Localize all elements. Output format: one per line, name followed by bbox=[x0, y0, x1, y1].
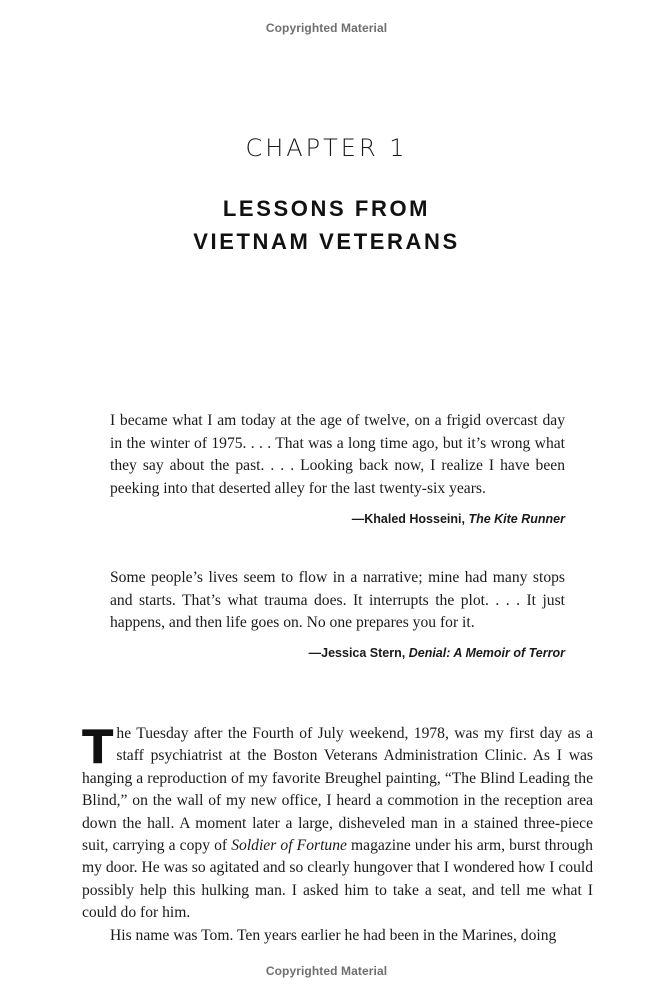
epigraph-1-author: —Khaled Hosseini, bbox=[351, 512, 465, 526]
copyright-watermark-bottom: Copyrighted Material bbox=[265, 964, 388, 978]
chapter-body bbox=[82, 720, 593, 947]
epigraph-1 bbox=[110, 410, 565, 526]
epigraph-2-work: Denial: A Memoir of Terror bbox=[408, 645, 565, 660]
copyright-watermark-top: Copyrighted Material bbox=[265, 21, 388, 35]
body-paragraph-1 bbox=[82, 720, 593, 925]
chapter-title-line-2: VIETNAM VETERANS bbox=[193, 229, 460, 254]
body-paragraph-1-part-a: he Tuesday after the Fourth of July weekend, 1978, was my first day as a staff psychiatrist at the Boston Veterans Administration Clinic. As I was hanging a reproduction of my favorite Breughel painting, “The Blind Leading the Blind,” on the wall of my new office, I heard a commotion in the reception area down the hall. A moment later a large, disheveled man in a stained three-piece suit, carrying a copy of bbox=[82, 725, 593, 855]
body-paragraph-1-part-b: magazine under his arm, burst through my door. He was so agitated and so clearly hungover that I wondered how I could possibly help this hulking man. I asked him to take a seat, and tell me what I could do for him. bbox=[82, 837, 593, 922]
magazine-title: Soldier of Fortune bbox=[231, 837, 347, 855]
epigraph-2-author: —Jessica Stern, bbox=[308, 645, 406, 660]
body-paragraph-2: His name was Tom. Ten years earlier he had been in the Marines, doing bbox=[110, 926, 557, 944]
epigraph-2-attribution bbox=[110, 646, 565, 660]
epigraph-1-work: The Kite Runner bbox=[468, 512, 565, 526]
epigraph-1-attribution bbox=[110, 512, 565, 526]
epigraph-1-text: I became what I am today at the age of twelve, on a frigid overcast day in the winter of 1975. . . . That was a long time ago, but it’s wrong what they say about the past. . . . Looking back now, I realize I have been peeking into that deserted alley for the last twenty-six years. bbox=[110, 412, 565, 497]
chapter-label: CHAPTER 1 bbox=[245, 134, 408, 162]
epigraph-2-text: Some people’s lives seem to flow in a narrative; mine had many stops and starts. That’s what trauma does. It interrupts the plot. . . . It just happens, and then life goes on. No one prepares you for it. bbox=[110, 569, 565, 631]
chapter-title-line-1: LESSONS FROM bbox=[222, 196, 431, 221]
chapter-title bbox=[0, 192, 653, 258]
drop-cap: T bbox=[82, 720, 114, 774]
epigraph-2 bbox=[110, 567, 565, 660]
